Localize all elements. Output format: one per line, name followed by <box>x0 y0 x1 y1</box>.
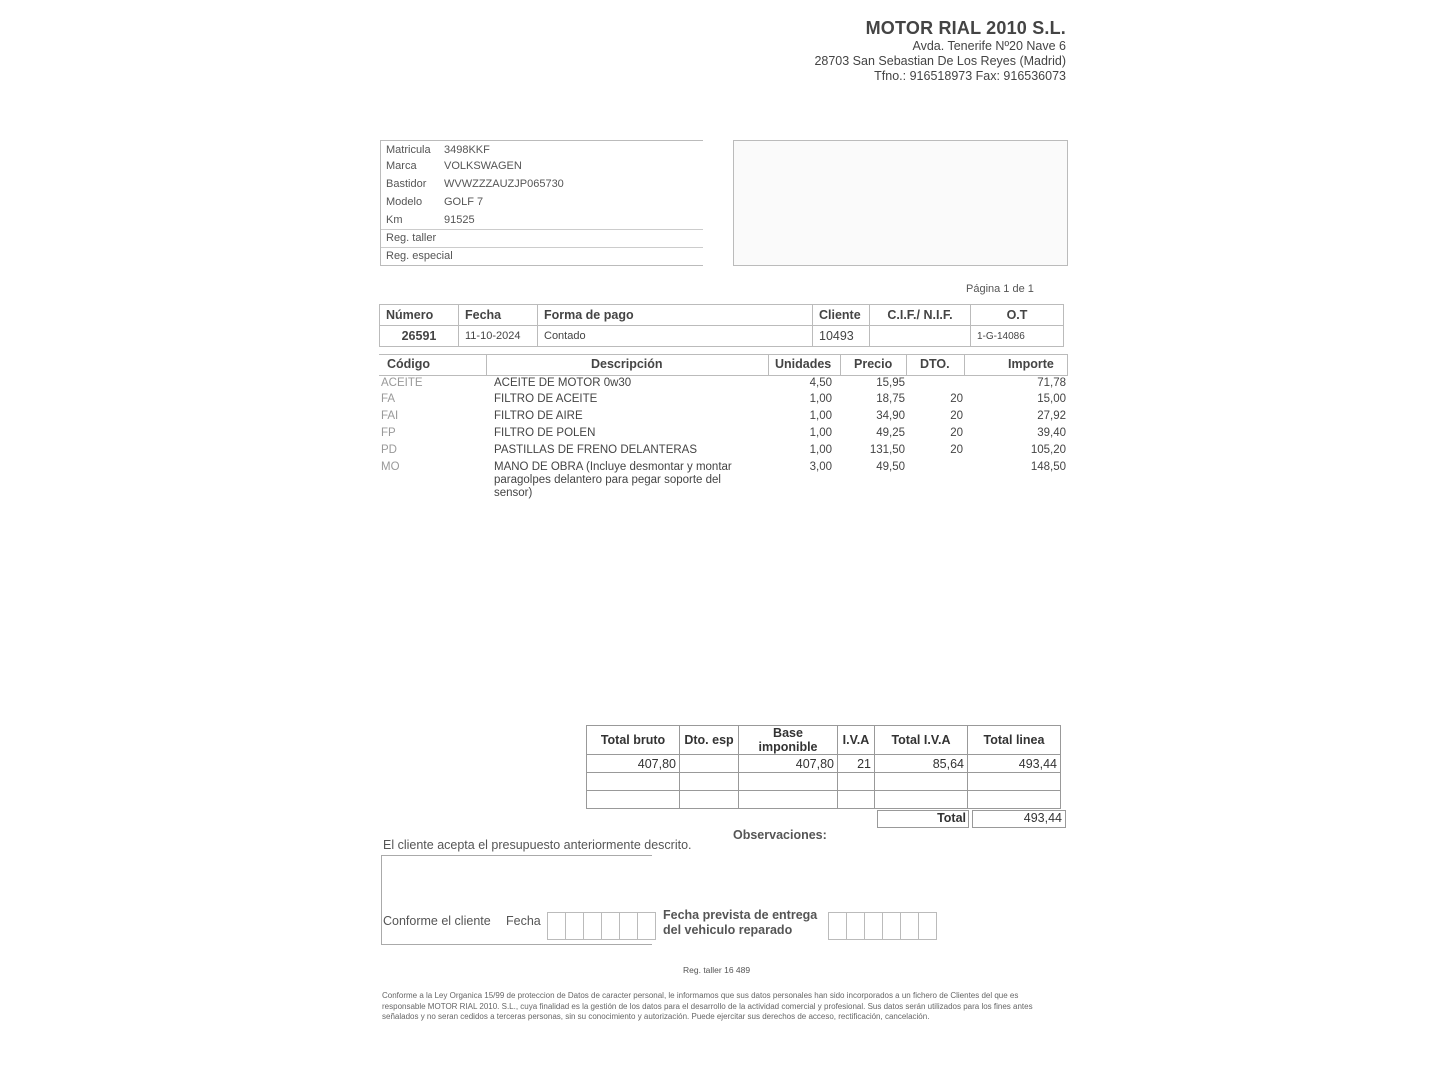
client-box <box>733 140 1068 266</box>
base-imponible-value: 407,80 <box>739 755 838 773</box>
item-units: 4,50 <box>809 377 832 389</box>
item-code: FP <box>381 427 396 439</box>
item-units: 1,00 <box>809 393 832 405</box>
divider <box>768 355 769 375</box>
item-code: FA <box>381 393 396 405</box>
entrega-label <box>663 908 817 938</box>
iva-value: 21 <box>838 755 875 773</box>
entrega-digit-boxes <box>828 912 936 938</box>
modelo-label: Modelo <box>386 196 423 208</box>
vehicle-info-box <box>380 140 703 266</box>
item-dto: 20 <box>950 410 963 422</box>
item-amount: 71,78 <box>1037 377 1066 389</box>
item-price: 15,95 <box>876 377 905 389</box>
legal-notice: Conforme a la Ley Organica 15/99 de proteccion de Datos de caracter personal, le informamos que sus datos personales han sido incorporados a un fichero de Clientes del que es responsable MOTOR RIAL 2010. S.L., cuya finalidad es la gestión de los datos para el desarrollo de la actividad comercial y profesional. Sus datos serán utilizados para los fines antes señalados y no seran cedidos a terceras personas, sin su conocimiento y autorización. Puede ejercitar sus derechos de acceso, rectificación, cancelación. <box>382 991 1033 1021</box>
observaciones-label: Observaciones: <box>733 828 827 842</box>
divider <box>381 247 703 248</box>
item-amount: 27,92 <box>1037 410 1066 422</box>
base-imponible-header: Base imponible <box>739 726 838 755</box>
item-amount: 15,00 <box>1037 393 1066 405</box>
item-price: 49,25 <box>876 427 905 439</box>
matricula-label: Matricula <box>386 144 431 156</box>
fecha-digit-boxes <box>547 912 655 938</box>
totals-table <box>586 725 1061 809</box>
cliente-header: Cliente <box>813 305 870 326</box>
page-indicator: Página 1 de 1 <box>966 283 1034 295</box>
invoice-header-table <box>379 304 1064 347</box>
iva-header: I.V.A <box>838 726 875 755</box>
reg-taller-footer: Reg. taller 16 489 <box>683 965 751 975</box>
item-description: FILTRO DE POLEN <box>494 427 596 439</box>
total-label: Total <box>877 810 969 828</box>
company-phone: Tfno.: 916518973 Fax: 916536073 <box>874 69 1066 83</box>
forma-pago-header: Forma de pago <box>538 305 813 326</box>
item-amount: 39,40 <box>1037 427 1066 439</box>
forma-pago-value: Contado <box>538 326 813 347</box>
descripcion-header: Descripción <box>591 357 663 371</box>
bastidor-label: Bastidor <box>386 178 427 190</box>
total-iva-value: 85,64 <box>875 755 968 773</box>
item-price: 18,75 <box>876 393 905 405</box>
company-address-1: Avda. Tenerife Nº20 Nave 6 <box>912 39 1066 53</box>
importe-header: Importe <box>1008 357 1054 371</box>
unidades-header: Unidades <box>775 357 832 371</box>
reg-taller-label: Reg. taller <box>386 232 437 244</box>
item-description-cont: sensor) <box>494 487 533 499</box>
company-name: MOTOR RIAL 2010 S.L. <box>865 18 1066 38</box>
item-code: ACEITE <box>381 377 423 389</box>
item-dto: 20 <box>950 393 963 405</box>
precio-header: Precio <box>854 357 893 371</box>
item-amount: 105,20 <box>1030 444 1066 456</box>
item-dto: 20 <box>950 427 963 439</box>
divider <box>840 355 841 375</box>
fecha-header: Fecha <box>459 305 538 326</box>
total-linea-header: Total linea <box>968 726 1061 755</box>
marca-value: VOLKSWAGEN <box>444 160 522 172</box>
accept-text: El cliente acepta el presupuesto anteriormente descrito. <box>383 838 692 852</box>
dto-esp-header: Dto. esp <box>680 726 739 755</box>
lines-header <box>379 354 1068 376</box>
item-units: 1,00 <box>809 427 832 439</box>
fecha-value: 11-10-2024 <box>459 326 538 347</box>
cif-header: C.I.F./ N.I.F. <box>870 305 971 326</box>
item-description: MANO DE OBRA (Incluye desmontar y montar <box>494 461 732 473</box>
item-price: 49,50 <box>876 461 905 473</box>
item-price: 131,50 <box>869 444 905 456</box>
total-value: 493,44 <box>972 810 1066 828</box>
total-bruto-header: Total bruto <box>587 726 680 755</box>
numero-header: Número <box>380 305 459 326</box>
entrega-label-line1: Fecha prevista de entrega <box>663 908 818 922</box>
item-amount: 148,50 <box>1030 461 1066 473</box>
entrega-label-line2: del vehiculo reparado <box>663 923 793 937</box>
item-dto: 20 <box>950 444 963 456</box>
item-code: PD <box>381 444 397 456</box>
numero-value: 26591 <box>380 326 459 347</box>
item-description-cont: paragolpes delantero para pegar soporte del <box>494 474 721 486</box>
item-description: FILTRO DE ACEITE <box>494 393 598 405</box>
km-value: 91525 <box>444 214 475 226</box>
total-bruto-value: 407,80 <box>587 755 680 773</box>
dto-header: DTO. <box>920 357 950 371</box>
item-price: 34,90 <box>876 410 905 422</box>
conforme-label: Conforme el cliente <box>383 914 491 928</box>
item-description: FILTRO DE AIRE <box>494 410 583 422</box>
matricula-value: 3498KKF <box>444 144 490 156</box>
item-description: PASTILLAS DE FRENO DELANTERAS <box>494 444 698 456</box>
modelo-value: GOLF 7 <box>444 196 484 208</box>
item-units: 1,00 <box>809 410 832 422</box>
ot-value: 1-G-14086 <box>971 326 1064 347</box>
cif-value <box>870 326 971 347</box>
ot-header: O.T <box>971 305 1064 326</box>
km-label: Km <box>386 214 403 226</box>
total-linea-value: 493,44 <box>968 755 1061 773</box>
reg-especial-label: Reg. especial <box>386 250 453 262</box>
fecha-label: Fecha <box>506 914 541 928</box>
item-code: FAI <box>381 410 399 422</box>
company-header <box>800 18 1066 84</box>
cliente-value: 10493 <box>813 326 870 347</box>
marca-label: Marca <box>386 160 417 172</box>
company-address-2: 28703 San Sebastian De Los Reyes (Madrid) <box>814 54 1066 68</box>
item-code: MO <box>381 461 400 473</box>
item-units: 3,00 <box>809 461 832 473</box>
item-description: ACEITE DE MOTOR 0w30 <box>494 377 632 389</box>
item-units: 1,00 <box>809 444 832 456</box>
dto-esp-value <box>680 755 739 773</box>
divider <box>964 355 965 375</box>
divider <box>906 355 907 375</box>
bastidor-value: WVWZZZAUZJP065730 <box>444 178 564 190</box>
divider <box>381 229 703 230</box>
total-iva-header: Total I.V.A <box>875 726 968 755</box>
codigo-header: Código <box>387 357 431 371</box>
divider <box>486 355 487 375</box>
